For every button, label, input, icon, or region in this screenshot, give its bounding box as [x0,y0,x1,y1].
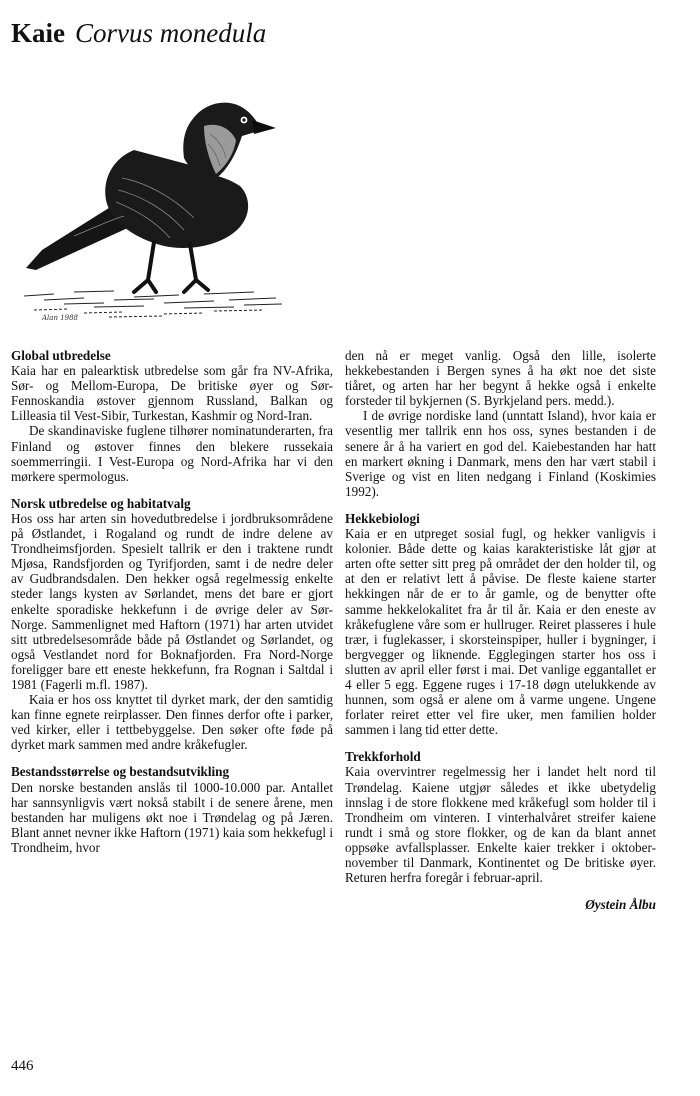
page-title [11,16,266,50]
right-column [345,348,656,912]
jackdaw-illustration [14,78,304,330]
left-column [11,348,333,867]
paragraph: Kaia er en utpreget sosial fugl, og hekker vanligvis i kolonier. Både dette og kaias karakteristiske låt gjør at arten ofte setter sitt preg på området der den holder til, og at den er relativt lett å påvise. De fleste kaiene starter hekkingen når de er to år gamle, og de benytter ofte samme hekkelokalitet fra år til år. Kaia er den eneste av kråkefuglene våre som er hullruger. Reiret plasseres i hule trær, i fuglekasser, i skorsteinspiper, huller i bygninger, i bergvegger og liknende. Egglegingen starter hos oss i slutten av april eller først i mai. Det vanlige eggantallet er 4 eller 5 egg. Eggene ruges i 17-18 døgn utelukkende av hunnen, som også er alene om å varme ungene. Ungene forlater reiret etter vel fire uker, men familien holder sammen i lang tid etter dette. [345,526,656,738]
section-migration [345,749,656,885]
section-population-continued [345,348,656,499]
paragraph: Hos oss har arten sin hovedutbredelse i jordbruksområdene på Østlandet, i Rogaland og rundt de indre delene av Trondheimsfjorden. Spesielt tallrik er den i traktene rundt Mjøsa, Randsfjorden og Tyrifjorden, samt i de nedre deler av Gudbrandsdalen. Den hekker også regelmessig enkelte steder langs kysten av Sørlandet, mens det bare er gjort enkelte sporadiske hekkefunn i de øvrige deler av Sør-Norge. Sammenlignet med Haftorn (1971) har arten utvidet sitt utbredelsesområde både på Østlandet og Sørlandet, og også Vestlandet nord for Boknafjorden. Fra Nord-Norge foreligger bare ett eneste hekkefunn, fra Rognan i Saltdal i 1981 (Fagerli m.fl. 1987). [11,510,333,692]
illustration-signature: Alan 1988 [42,314,79,322]
paragraph: Den norske bestanden anslås til 1000-10.000 par. Antallet har sannsynligvis vært nokså stabilt i de senere årene, men bestanden har muligens økt noe i Trøndelag og på Jæren. Blant annet nevner ikke Haftorn (1971) kaia som hekkefugl i Trondheim, hvor [11,779,333,855]
page-number: 446 [11,1058,34,1074]
section-breeding-biology [345,511,656,737]
paragraph: Kaia overvintrer regelmessig her i landet helt nord til Trøndelag. Kaiene utgjør således et ikke ubetydelig innslag i de store flokkene med kråkefugl som holder til i Trondheim om vinteren. I vinterhalvåret streifer kaiene rundt i små og store flokker, og de kan da blant annet oppsøke avfallsplasser. Enkelte kaier trekker i oktober-november til Danmark, Kontinentet og De britiske øyer. Returen herfra foregår i februar-april. [345,764,656,886]
author-signature: Øystein Ålbu [585,897,656,913]
section-heading: Trekkforhold [345,749,421,765]
section-heading: Global utbredelse [11,348,111,363]
paragraph: I de øvrige nordiske land (unntatt Island), hvor kaia er vesentlig mer tallrik enn hos oss, synes bestanden i de senere år å ha variert en god del. Kaiebestanden har hatt en markert økning i Danmark, mens den har vært stabil i Sverige og vist en liten nedgang i Finland (Koskimies 1992). [345,408,656,499]
species-common-name: Kaie [11,18,65,48]
paragraph: den nå er meget vanlig. Også den lille, isolerte hekkebestanden i Bergen synes å ha økt noe det siste tiåret, og arten har her begynt å hekke også i enkelte forsteder til bykjernen (S. Byrkjeland pers. medd.). [345,348,656,409]
species-latin-name: Corvus monedula [75,18,267,48]
paragraph: Kaia har en palearktisk utbredelse som går fra NV-Afrika, Sør- og Mellom-Europa, De britiske øyer og Sør-Fennoskandia østover gjennom Russland, Balkan og Lilleasia til Vest-Sibir, Turkestan, Kashmir og Nord-Iran. [11,363,333,424]
paragraph: Kaia er hos oss knyttet til dyrket mark, der den samtidig kan finne egnete reirplasser. Den finnes derfor ofte i parker, ved kirker, eller i tettbebyggelse. Den søker ofte føde på dyrket mark sammen med andre kråkefugler. [11,692,333,753]
section-population [11,764,333,855]
section-heading: Bestandsstørrelse og bestandsutvikling [11,764,230,780]
section-heading: Norsk utbredelse og habitatvalg [11,495,191,511]
section-norwegian-distribution [11,496,333,753]
paragraph: De skandinaviske fuglene tilhører nominatunderarten, fra Finland og østover finnes den blekere russekaia soemmerringii. I Vest-Europa og Nord-Afrika har vi den mørkere spermologus. [11,423,333,484]
section-heading: Hekkebiologi [345,510,420,526]
section-global-distribution [11,348,333,484]
